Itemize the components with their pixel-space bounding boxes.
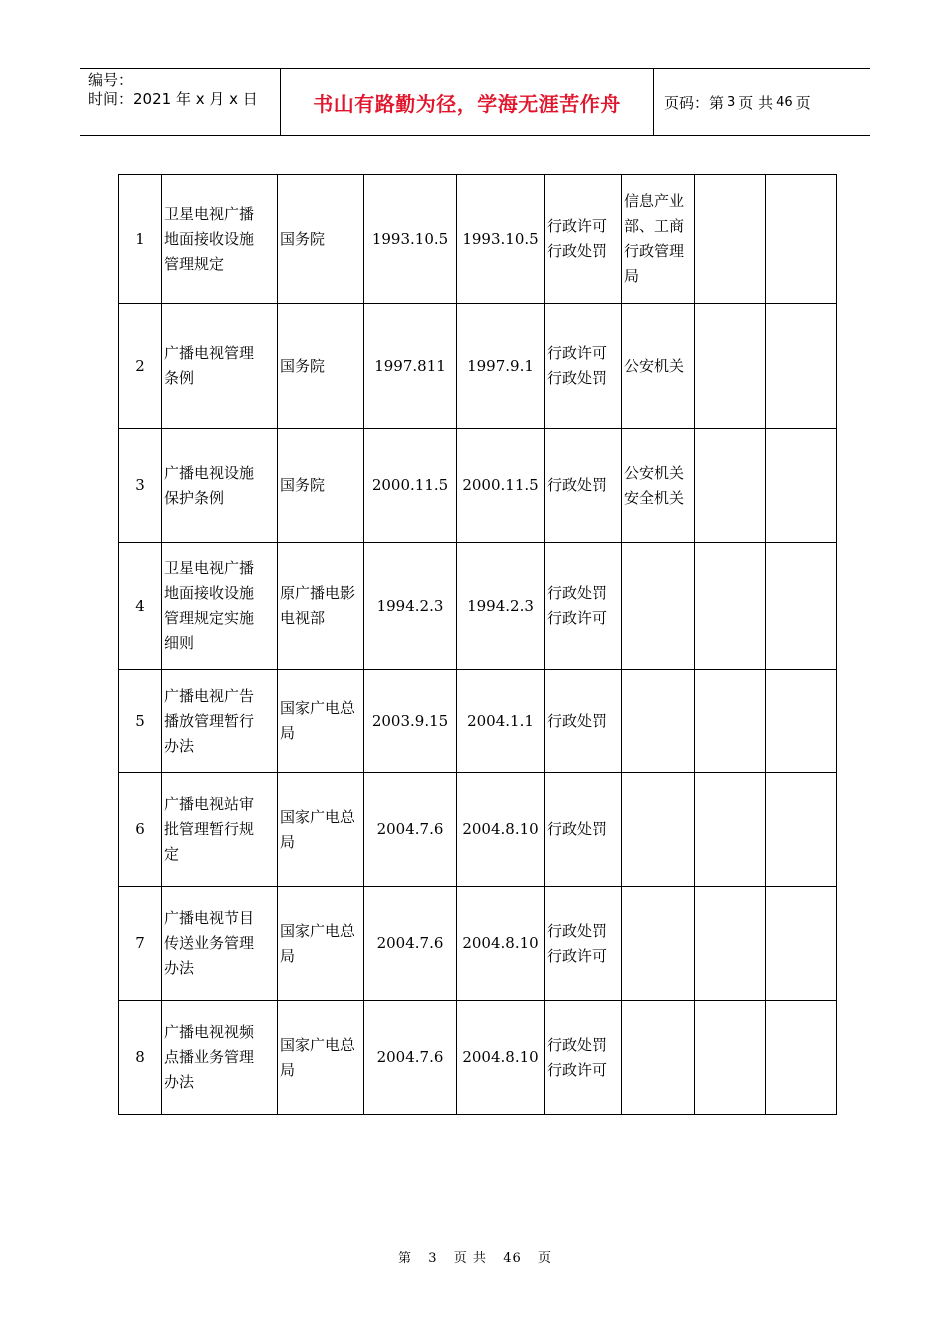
cell-regulation-name-line: 管理规定 [164, 254, 225, 273]
cell-number: 4 [119, 543, 162, 670]
cell-regulation-name-line: 广播电视广告 [164, 686, 255, 705]
cell-number: 2 [119, 304, 162, 429]
cell-agency [622, 543, 695, 670]
cell-regulation-name-line: 卫星电视广播 [164, 204, 255, 223]
cell-issue-date: 1993.10.5 [364, 175, 457, 304]
cell-issuer-line: 局 [280, 1060, 296, 1079]
cell-action-type [545, 304, 622, 429]
table-row [119, 543, 837, 670]
cell-regulation-name-line: 办法 [164, 1073, 195, 1091]
cell-issuer-line: 局 [280, 724, 296, 742]
cell-issuer-line: 国家广电总 [280, 807, 356, 826]
cell-regulation-name-line: 保护条例 [164, 488, 225, 507]
cell-agency-line: 局 [624, 267, 640, 285]
table-row [119, 429, 837, 543]
footer-current: 3 [428, 1251, 438, 1266]
cell-action-type-line: 行政处罚 [547, 921, 608, 940]
cell-issue-date: 2004.7.6 [364, 887, 457, 1001]
page-total: 46 [776, 94, 793, 110]
cell-regulation-name-line: 广播电视站审 [164, 795, 255, 813]
cell-issuer-line: 电视部 [280, 609, 326, 627]
cell-regulation-name-line: 点播业务管理 [164, 1048, 255, 1066]
table-row [119, 670, 837, 773]
cell-regulation-name-line: 传送业务管理 [164, 934, 255, 952]
cell-regulation-name-line: 广播电视设施 [164, 463, 255, 482]
footer-total: 46 [503, 1251, 522, 1266]
cell-extra-1 [695, 773, 766, 887]
cell-issuer-line: 国务院 [280, 356, 326, 375]
serial-label: 编号： [88, 71, 134, 89]
cell-extra-1 [695, 429, 766, 543]
cell-extra-1 [695, 670, 766, 773]
cell-regulation-name-line: 广播电视视频 [164, 1023, 255, 1041]
cell-effective-date: 1993.10.5 [457, 175, 545, 304]
cell-action-type [545, 670, 622, 773]
table-row [119, 773, 837, 887]
cell-extra-2 [766, 670, 837, 773]
table-row [119, 175, 837, 304]
cell-action-type-line: 行政处罚 [547, 476, 608, 494]
page-header [80, 68, 870, 136]
cell-agency-line: 安全机关 [624, 488, 685, 507]
cell-extra-2 [766, 1001, 837, 1115]
cell-issuer-line: 原广播电影 [280, 584, 356, 602]
cell-issue-date: 2000.11.5 [364, 429, 457, 543]
cell-extra-1 [695, 887, 766, 1001]
header-motto: 书山有路勤为径，学海无涯苦作舟 [281, 69, 654, 135]
cell-issuer [278, 543, 364, 670]
cell-action-type [545, 773, 622, 887]
cell-issuer-line: 局 [280, 946, 296, 965]
cell-regulation-name-line: 细则 [164, 634, 195, 652]
cell-issuer [278, 175, 364, 304]
page-footer [0, 1247, 950, 1266]
cell-agency-line: 公安机关 [624, 463, 685, 482]
cell-number: 5 [119, 670, 162, 773]
cell-extra-2 [766, 175, 837, 304]
cell-regulation-name-line: 管理规定实施 [164, 609, 255, 627]
cell-regulation-name [162, 887, 278, 1001]
cell-extra-2 [766, 429, 837, 543]
page-mid: 页 共 [738, 93, 774, 112]
cell-issue-date: 2004.7.6 [364, 1001, 457, 1115]
cell-extra-1 [695, 175, 766, 304]
cell-action-type-line: 行政处罚 [547, 1035, 608, 1054]
cell-effective-date: 2004.8.10 [457, 1001, 545, 1115]
footer-suffix: 页 [538, 1251, 553, 1266]
cell-action-type-line: 行政许可 [547, 609, 608, 627]
cell-effective-date: 2004.8.10 [457, 773, 545, 887]
cell-action-type [545, 887, 622, 1001]
table-body [119, 175, 837, 1115]
cell-extra-1 [695, 304, 766, 429]
cell-regulation-name [162, 429, 278, 543]
cell-regulation-name-line: 地面接收设施 [164, 229, 255, 248]
cell-regulation-name-line: 定 [164, 845, 180, 863]
cell-effective-date: 2004.8.10 [457, 887, 545, 1001]
cell-issuer-line: 国家广电总 [280, 699, 356, 717]
cell-agency-line: 行政管理 [624, 242, 685, 260]
cell-issuer [278, 670, 364, 773]
cell-agency [622, 304, 695, 429]
regulations-table [118, 174, 837, 1115]
cell-regulation-name [162, 543, 278, 670]
cell-issuer [278, 1001, 364, 1115]
cell-action-type [545, 175, 622, 304]
time-label: 时间：2021 年 x 月 x 日 [88, 90, 258, 108]
cell-agency [622, 670, 695, 773]
cell-issue-date: 1997.811 [364, 304, 457, 429]
table-row [119, 304, 837, 429]
cell-effective-date: 1994.2.3 [457, 543, 545, 670]
cell-regulation-name [162, 773, 278, 887]
header-meta [80, 69, 281, 135]
cell-regulation-name-line: 条例 [164, 369, 195, 387]
cell-issuer [278, 429, 364, 543]
page-current: 3 [727, 94, 736, 110]
cell-extra-1 [695, 1001, 766, 1115]
cell-issuer [278, 887, 364, 1001]
cell-extra-2 [766, 304, 837, 429]
cell-extra-2 [766, 773, 837, 887]
table-row [119, 1001, 837, 1115]
cell-action-type-line: 行政处罚 [547, 242, 608, 260]
cell-issuer-line: 国家广电总 [280, 921, 356, 940]
cell-regulation-name-line: 卫星电视广播 [164, 559, 255, 577]
cell-action-type-line: 行政许可 [547, 344, 608, 362]
cell-regulation-name [162, 670, 278, 773]
cell-effective-date: 2004.1.1 [457, 670, 545, 773]
cell-number: 6 [119, 773, 162, 887]
cell-number: 7 [119, 887, 162, 1001]
cell-effective-date: 1997.9.1 [457, 304, 545, 429]
header-page-info [654, 69, 870, 135]
cell-extra-1 [695, 543, 766, 670]
cell-regulation-name-line: 办法 [164, 736, 195, 755]
cell-regulation-name [162, 1001, 278, 1115]
cell-effective-date: 2000.11.5 [457, 429, 545, 543]
cell-issuer [278, 773, 364, 887]
cell-action-type-line: 行政处罚 [547, 711, 608, 730]
cell-regulation-name-line: 批管理暂行规 [164, 820, 255, 838]
cell-regulation-name-line: 播放管理暂行 [164, 711, 255, 730]
cell-extra-2 [766, 887, 837, 1001]
cell-regulation-name-line: 广播电视节目 [164, 909, 255, 927]
table-row [119, 887, 837, 1001]
cell-issuer [278, 304, 364, 429]
cell-regulation-name-line: 广播电视管理 [164, 344, 255, 362]
cell-number: 8 [119, 1001, 162, 1115]
cell-number: 1 [119, 175, 162, 304]
footer-prefix: 第 [397, 1251, 412, 1266]
cell-regulation-name [162, 175, 278, 304]
cell-issue-date: 1994.2.3 [364, 543, 457, 670]
cell-action-type-line: 行政处罚 [547, 820, 608, 838]
cell-action-type-line: 行政处罚 [547, 584, 608, 602]
cell-regulation-name-line: 地面接收设施 [164, 584, 255, 602]
cell-agency-line: 部、工商 [624, 217, 685, 235]
cell-agency [622, 773, 695, 887]
cell-agency [622, 429, 695, 543]
cell-regulation-name [162, 304, 278, 429]
cell-regulation-name-line: 办法 [164, 959, 195, 977]
cell-action-type [545, 543, 622, 670]
cell-action-type-line: 行政许可 [547, 217, 608, 235]
page-prefix: 页码：第 [664, 93, 725, 112]
cell-action-type [545, 429, 622, 543]
page-suffix: 页 [795, 93, 811, 112]
footer-mid: 页 共 [453, 1251, 487, 1266]
cell-agency [622, 175, 695, 304]
cell-agency [622, 1001, 695, 1115]
cell-issue-date: 2003.9.15 [364, 670, 457, 773]
cell-action-type-line: 行政处罚 [547, 369, 608, 387]
cell-action-type-line: 行政许可 [547, 1060, 608, 1079]
cell-action-type-line: 行政许可 [547, 946, 608, 965]
cell-agency-line: 公安机关 [624, 356, 685, 375]
cell-agency-line: 信息产业 [624, 192, 685, 210]
cell-issuer-line: 国务院 [280, 476, 326, 494]
cell-issuer-line: 局 [280, 832, 296, 851]
cell-issuer-line: 国务院 [280, 229, 326, 248]
cell-issue-date: 2004.7.6 [364, 773, 457, 887]
cell-action-type [545, 1001, 622, 1115]
cell-extra-2 [766, 543, 837, 670]
cell-agency [622, 887, 695, 1001]
cell-issuer-line: 国家广电总 [280, 1035, 356, 1054]
cell-number: 3 [119, 429, 162, 543]
